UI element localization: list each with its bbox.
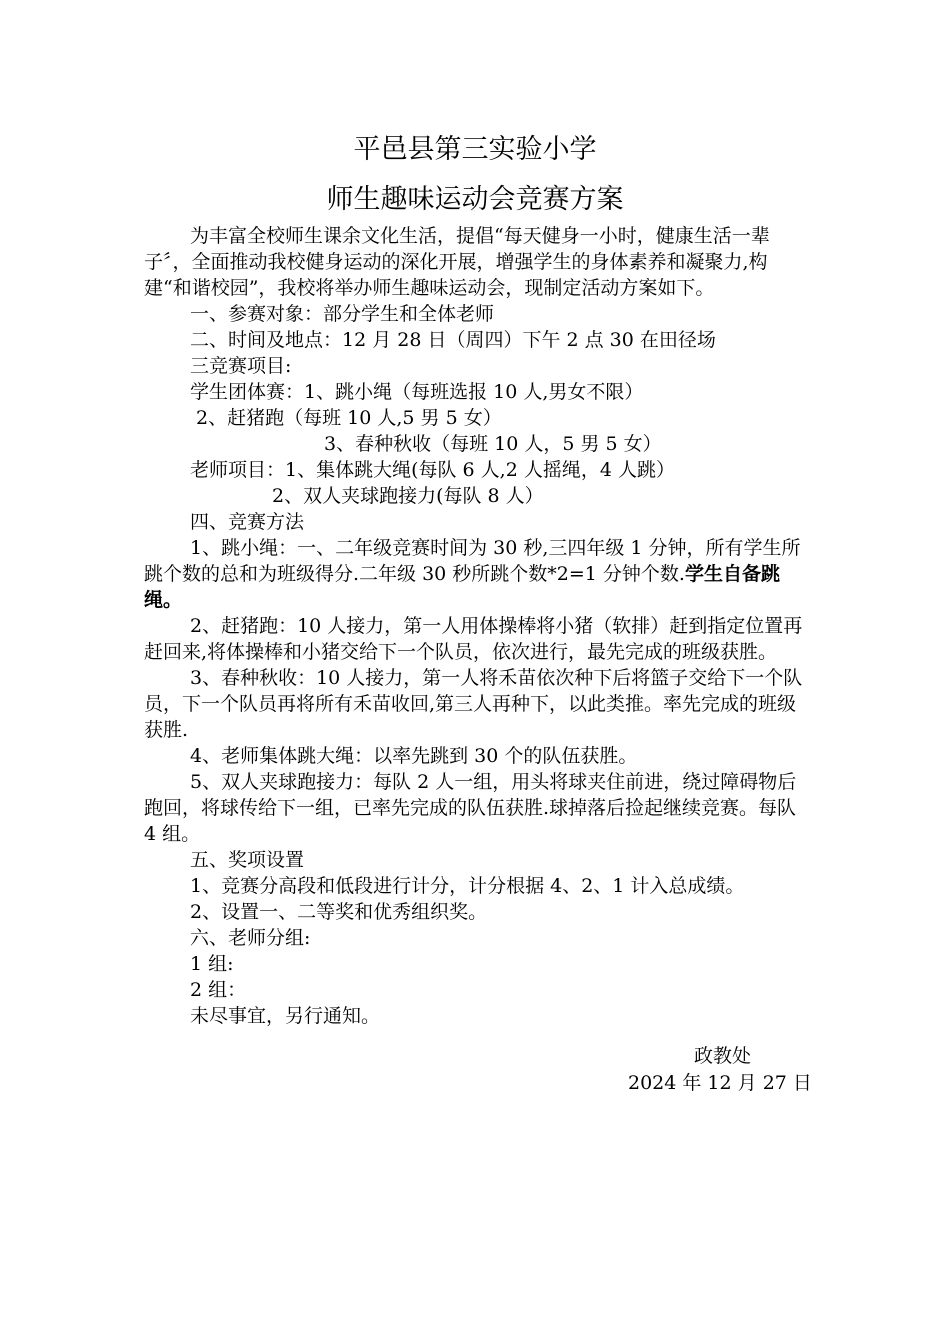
teacher-event-2: 2、双人夹球跑接力(每队 8 人） — [272, 485, 544, 507]
teacher-event-1: 老师项目：1、集体跳大绳(每队 6 人,2 人摇绳，4 人跳） — [190, 459, 675, 481]
section-awards-heading: 五、奖项设置 — [190, 849, 305, 871]
method-2-paragraph: 2、赶猪跑：10 人接力，第一人用体操棒将小猪（软排）赶到指定位置再赶回来,将体操棒和小猪交给下一个队员，依次进行，最先完成的班级获胜。 — [144, 615, 803, 663]
group-2: 2 组： — [190, 979, 247, 1001]
section-time-place: 二、时间及地点：12 月 28 日（周四）下午 2 点 30 在田径场 — [190, 329, 716, 351]
signature-office: 政教处 — [694, 1045, 752, 1067]
method-1-text: 1、跳小绳：一、二年级竞赛时间为 30 秒,三四年级 1 分钟，所有学生所跳个数的总和为班级得分.二年级 30 秒所跳个数*2=1 分钟个数. — [144, 537, 801, 585]
section-participants: 一、参赛对象：部分学生和全体老师 — [190, 303, 495, 325]
method-1-bold-note: 学生自备跳绳。 — [144, 563, 780, 611]
intro-paragraph: 为丰富全校师生课余文化生活，提倡“每天健身一小时，健康生活一辈子〞，全面推动我校健身运动的深化开展，增强学生的身体素养和凝聚力,构建“和谐校园”，我校将举办师生趣味运动会，现制定活动方案如下。 — [144, 225, 770, 299]
award-1: 1、竞赛分高段和低段进行计分，计分根据 4、2、1 计入总成绩。 — [190, 875, 745, 897]
method-5-paragraph: 5、双人夹球跑接力：每队 2 人一组，用头将球夹住前进，绕过障碍物后跑回，将球传给下一组，已率先完成的队伍获胜.球掉落后捡起继续竞赛。每队 4 组。 — [144, 771, 803, 845]
section-methods-heading: 四、竞赛方法 — [190, 511, 305, 533]
award-2: 2、设置一、二等奖和优秀组织奖。 — [190, 901, 488, 923]
section-events-heading: 三竞赛项目: — [190, 355, 292, 377]
document-body — [144, 223, 810, 1029]
method-4-paragraph: 4、老师集体跳大绳：以率先跳到 30 个的队伍获胜。 — [190, 745, 638, 767]
method-1-paragraph — [144, 535, 810, 613]
signature-date: 2024 年 12 月 27 日 — [628, 1072, 812, 1094]
student-event-3: 3、春种秋收（每班 10 人，5 男 5 女） — [324, 433, 662, 455]
school-title: 平邑县第三实验小学 — [353, 134, 597, 165]
section-groups-heading: 六、老师分组: — [190, 927, 311, 949]
plan-title: 师生趣味运动会竞赛方案 — [326, 184, 624, 215]
group-1: 1 组: — [190, 953, 234, 975]
student-event-1: 学生团体赛：1、跳小绳（每班选报 10 人,男女不限） — [190, 381, 644, 403]
student-event-2: 2、赶猪跑（每班 10 人,5 男 5 女） — [190, 407, 502, 429]
closing-note: 未尽事宜，另行通知。 — [190, 1005, 381, 1027]
method-3-paragraph: 3、春种秋收：10 人接力，第一人将禾苗依次种下后将篮子交给下一个队员，下一个队员再将所有禾苗收回,第三人再种下，以此类推。率先完成的班级获胜. — [144, 667, 803, 741]
